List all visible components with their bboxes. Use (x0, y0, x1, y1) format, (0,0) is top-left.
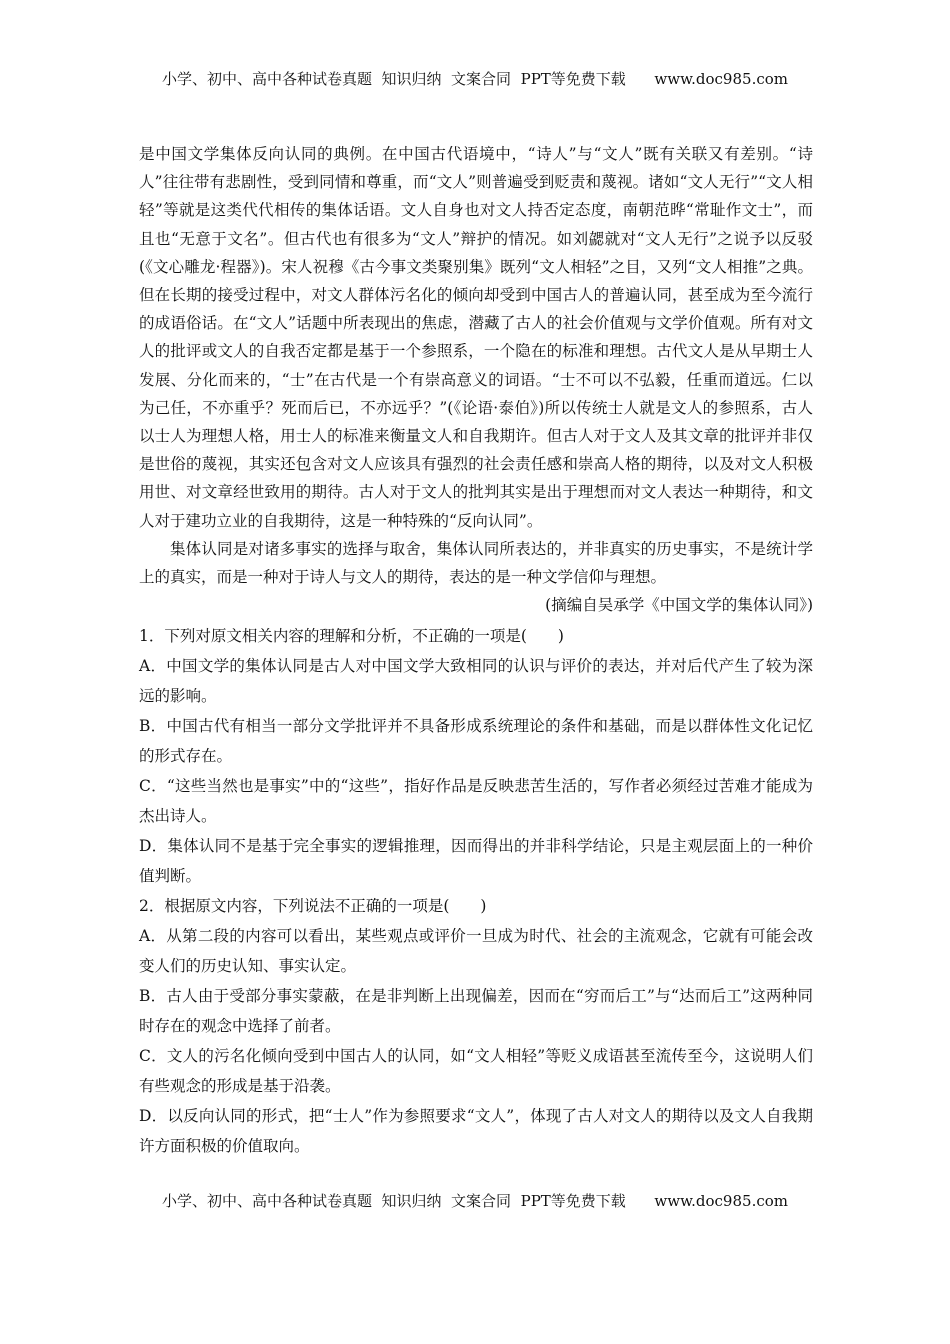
passage-source: (摘编自吴承学《中国文学的集体认同》) (545, 596, 813, 615)
passage-paragraph-1: 是中国文学集体反向认同的典例。在中国古代语境中，“诗人”与“文人”既有关联又有差别。“诗人”往往带有悲剧性，受到同情和尊重，而“文人”则普遍受到贬责和蔑视。诸如“文人无行”“文人相轻”等就是这类代代相传的集体话语。文人自身也对文人持否定态度，南朝范晔“常耻作文士”，而且也“无意于文名”。但古代也有很多为“文人”辩护的情况。如刘勰就对“文人无行”之说予以反驳(《文心雕龙·程器》)。宋人祝穆《古今事文类聚别集》既列“文人相轻”之目，又列“文人相推”之典。但在长期的接受过程中，对文人群体污名化的倾向却受到中国古人的普遍认同，甚至成为至今流行的成语俗话。在“文人”话题中所表现出的焦虑，潜藏了古人的社会价值观与文学价值观。所有对文人的批评或文人的自我否定都是基于一个参照系，一个隐在的标准和理想。古代文人是从早期士人发展、分化而来的，“士”在古代是一个有崇高意义的词语。“士不可以不弘毅，任重而道远。仁以为己任，不亦重乎？死而后已，不亦远乎？”(《论语·泰伯》)所以传统士人就是文人的参照系，古人以士人为理想人格，用士人的标准来衡量文人和自我期许。但古人对于文人及其文章的批评并非仅是世俗的蔑视，其实还包含对文人应该具有强烈的社会责任感和崇高人格的期待，以及对文人积极用世、对文章经世致用的期待。古人对于文人的批判其实是出于理想而对文人表达一种期待，和文人对于建功立业的自我期待，这是一种特殊的“反向认同”。 (139, 145, 813, 530)
question-1-option-a: A．中国文学的集体认同是古人对中国文学大致相同的认识与评价的表达，并对后代产生了较为深远的影响。 (139, 657, 813, 706)
page-header: 小学、初中、高中各种试卷真题 知识归纳 文案合同 PPT等免费下载 www.doc985.com (161, 70, 788, 88)
question-1-option-b: B．中国古代有相当一部分文学批评并不具备形成系统理论的条件和基础，而是以群体性文化记忆的形式存在。 (139, 717, 813, 766)
passage-paragraph-2: 集体认同是对诸多事实的选择与取舍，集体认同所表达的，并非真实的历史事实，不是统计学上的真实，而是一种对于诗人与文人的期待，表达的是一种文学信仰与理想。 (139, 539, 813, 587)
question-1-option-c: C．“这些当然也是事实”中的“这些”，指好作品是反映悲苦生活的，写作者必须经过苦难才能成为杰出诗人。 (139, 777, 813, 826)
question-1 (139, 621, 813, 891)
document-body (139, 140, 813, 1161)
question-2-option-c: C．文人的污名化倾向受到中国古人的认同，如“文人相轻”等贬义成语甚至流传至今，这说明人们有些观念的形成是基于沿袭。 (139, 1047, 813, 1096)
question-1-stem: 1．下列对原文相关内容的理解和分析，不正确的一项是( ) (139, 627, 564, 646)
page-footer: 小学、初中、高中各种试卷真题 知识归纳 文案合同 PPT等免费下载 www.doc985.com (161, 1192, 788, 1210)
question-2-option-d: D．以反向认同的形式，把“士人”作为参照要求“文人”，体现了古人对文人的期待以及文人自我期许方面积极的价值取向。 (139, 1107, 813, 1156)
question-2-option-b: B．古人由于受部分事实蒙蔽，在是非判断上出现偏差，因而在“穷而后工”与“达而后工”这两种同时存在的观念中选择了前者。 (139, 987, 813, 1036)
question-2-option-a: A．从第二段的内容可以看出，某些观点或评价一旦成为时代、社会的主流观念，它就有可能会改变人们的历史认知、事实认定。 (139, 927, 813, 976)
question-2-stem: 2．根据原文内容，下列说法不正确的一项是( ) (139, 897, 487, 916)
question-2 (139, 891, 813, 1161)
question-1-option-d: D．集体认同不是基于完全事实的逻辑推理，因而得出的并非科学结论，只是主观层面上的一种价值判断。 (139, 837, 813, 886)
